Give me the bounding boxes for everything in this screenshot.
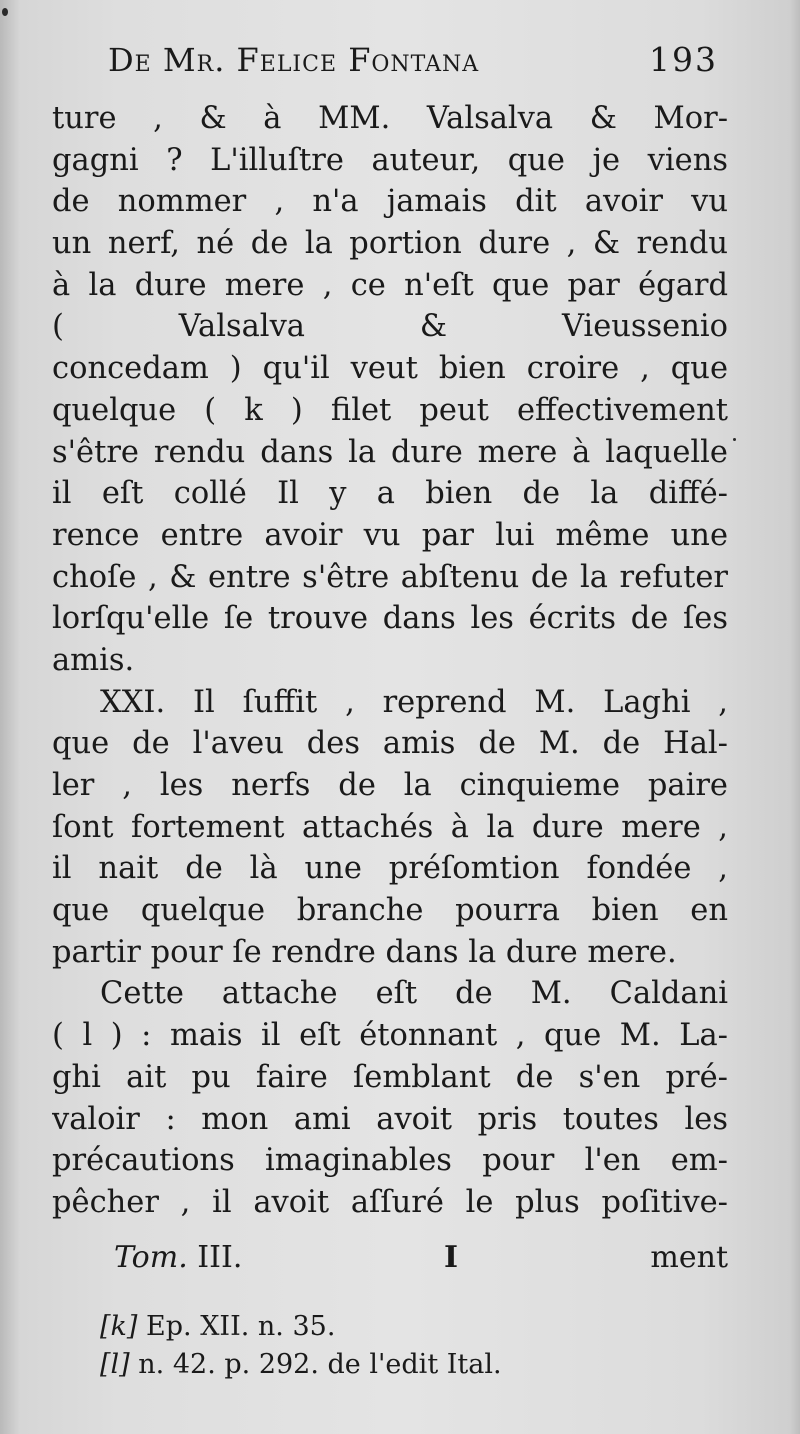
- text-line: ſont fortement attachés à la dure mere ,: [52, 809, 728, 845]
- text-line: rence entre avoir vu par lui même une: [52, 517, 728, 553]
- text-line: gagni ? L'illuſtre auteur, que je viens: [52, 142, 728, 178]
- text-line: ( l ) : mais il eſt étonnant , que M. La-: [52, 1018, 728, 1054]
- text-line: ( Valsalva & Vieussenio: [52, 309, 728, 345]
- text-line: partir pour ſe rendre dans la dure mere.: [52, 934, 677, 970]
- text-line: ghi ait pu faire ſemblant de s'en pré-: [52, 1059, 728, 1095]
- text-line: pêcher , il avoit aſſuré le plus poſitive-: [52, 1184, 728, 1220]
- footnote-text: n. 42. p. 292. de l'edit Ital.: [138, 1349, 502, 1380]
- page-number: 193: [649, 40, 718, 79]
- running-title: De Mr. Felice Fontana: [108, 41, 480, 79]
- text-line: ler , les nerfs de la cinquieme paire: [52, 768, 728, 803]
- footnote: [100, 1346, 700, 1384]
- tom-label: Tom.: [114, 1240, 188, 1275]
- running-header: [108, 40, 718, 94]
- signature-mark: I: [444, 1240, 459, 1275]
- ink-speck: [733, 438, 736, 441]
- volume-label: [114, 1236, 242, 1280]
- paragraph-start-line: XXI. Il ſuffit , reprend M. Laghi ,: [100, 684, 728, 720]
- text-line: ture , & à MM. Valsalva & Mor-: [52, 101, 728, 136]
- text-line: que quelque branche pourra bien en: [52, 893, 728, 929]
- body-text: [52, 98, 728, 1224]
- text-line: amis.: [52, 642, 135, 678]
- text-line: valoir : mon ami avoit pris toutes les: [52, 1101, 728, 1137]
- text-line: concedam ) qu'il veut bien croire , que: [52, 351, 728, 387]
- text-line: un nerf, né de la portion dure , & rendu: [52, 226, 728, 262]
- footnote-mark: [l]: [100, 1349, 130, 1380]
- footnotes: [100, 1308, 700, 1384]
- signature-line: [52, 1236, 728, 1280]
- text-line: choſe , & entre s'être abſtenu de la refuter: [52, 559, 728, 595]
- text-line: il eſt collé Il y a bien de la diffé-: [52, 476, 728, 512]
- text-line: lorſqu'elle ſe trouve dans les écrits de ſes: [52, 601, 728, 637]
- text-line: s'être rendu dans la dure mere à laquelle: [52, 434, 728, 470]
- volume-number: III.: [197, 1240, 243, 1275]
- paragraph-start-line: Cette attache eſt de M. Caldani: [100, 976, 728, 1012]
- text-line: il nait de là une préſomtion fondée ,: [52, 851, 728, 887]
- text-line: précautions imaginables pour l'en em-: [52, 1143, 728, 1179]
- text-line: à la dure mere , ce n'eſt que par égard: [52, 267, 728, 303]
- text-line: quelque ( k ) filet peut effectivement: [52, 392, 728, 428]
- footnote-text: Ep. XII. n. 35.: [146, 1311, 336, 1342]
- catchword: ment: [650, 1240, 728, 1275]
- text-line: que de l'aveu des amis de M. de Hal-: [52, 726, 728, 762]
- footnote: [100, 1308, 700, 1346]
- footnote-mark: [k]: [100, 1311, 138, 1342]
- ink-speck: [2, 8, 8, 16]
- text-line: de nommer , n'a jamais dit avoir vu: [52, 184, 728, 220]
